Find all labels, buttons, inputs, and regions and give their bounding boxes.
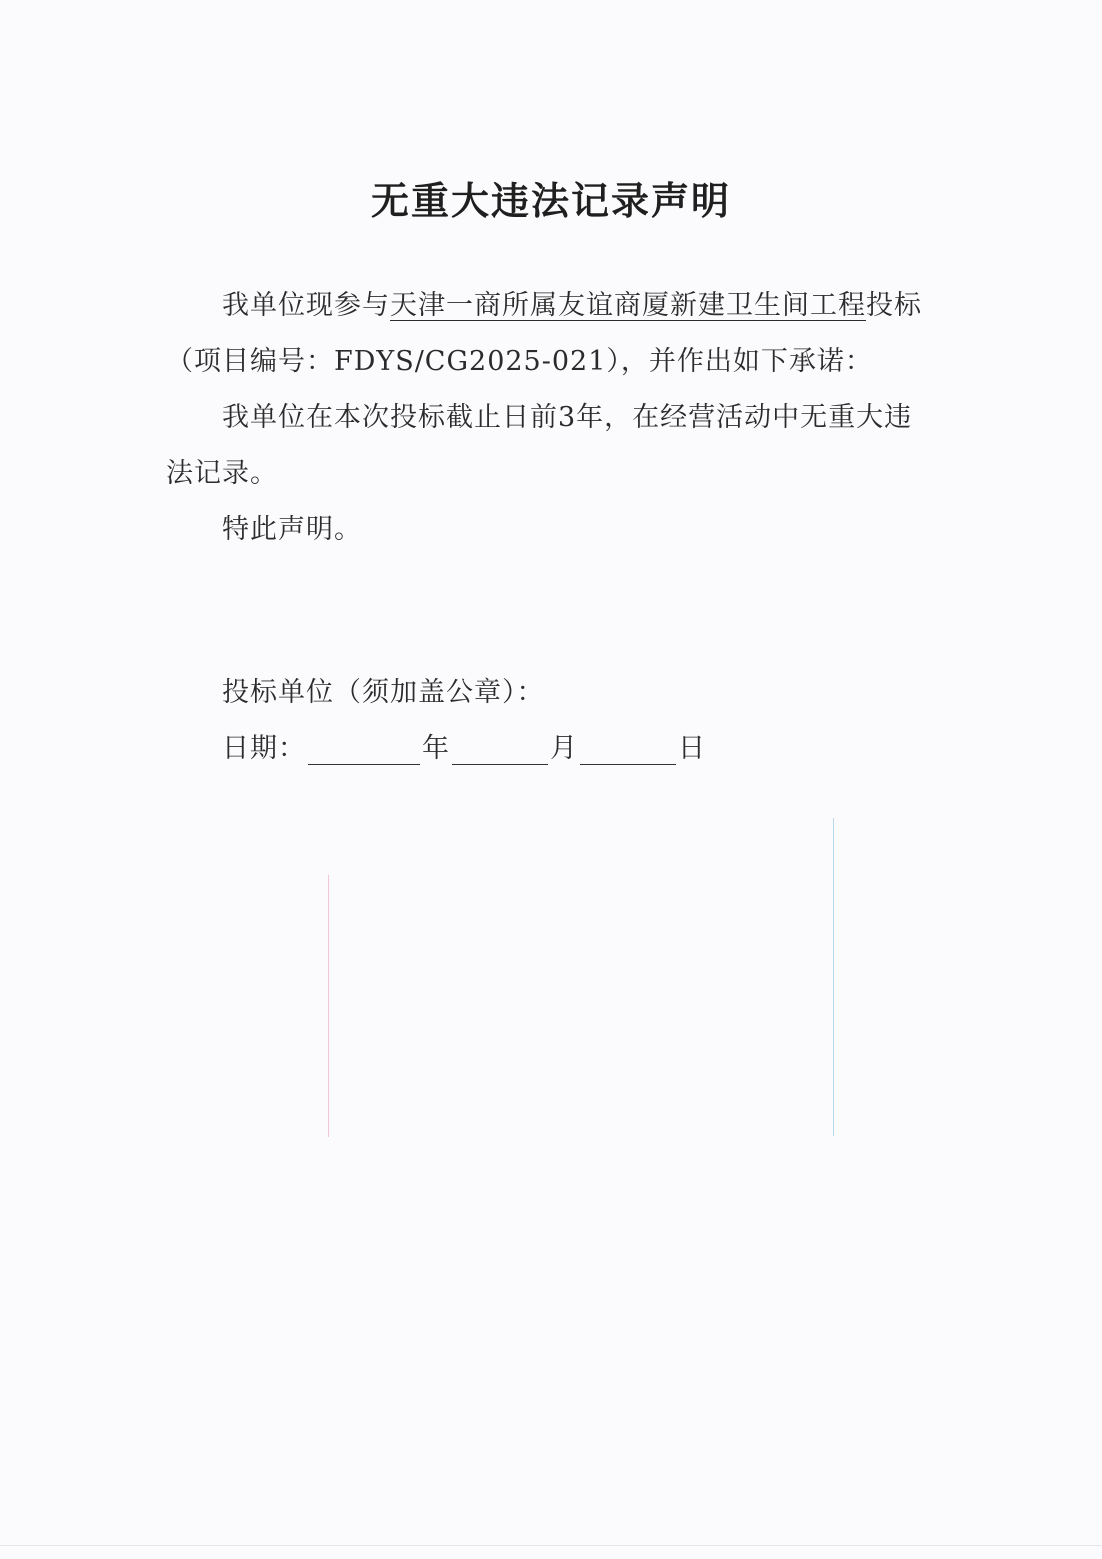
date-line xyxy=(222,726,706,765)
bidder-signature-line: 投标单位（须加盖公章）： xyxy=(222,677,545,708)
closing-paragraph xyxy=(166,502,946,558)
document-title: 无重大违法记录声明 xyxy=(370,178,731,223)
commitment-paragraph xyxy=(166,278,946,390)
date-label: 日期： xyxy=(222,733,306,764)
no-violation-paragraph xyxy=(166,390,946,502)
no-violation-line-2: 法记录。 xyxy=(166,458,278,489)
no-violation-line-1: 我单位在本次投标截止日前3年，在经营活动中无重大违 xyxy=(222,402,913,433)
day-blank xyxy=(580,734,676,765)
commitment-line-1 xyxy=(166,278,946,334)
commitment-prefix: 我单位现参与 xyxy=(222,290,390,321)
page-edge xyxy=(0,1545,1102,1546)
month-blank xyxy=(452,734,548,765)
closing-statement: 特此声明。 xyxy=(222,514,362,545)
scan-artifact-line xyxy=(328,875,329,1137)
project-name: 天津一商所属友谊商厦新建卫生间工程 xyxy=(390,290,866,321)
commitment-line-2: （项目编号：FDYS/CG2025-021），并作出如下承诺： xyxy=(166,346,873,377)
commitment-suffix: 投标 xyxy=(866,290,922,321)
scan-artifact-line xyxy=(833,818,834,1136)
year-blank xyxy=(308,734,420,765)
day-label: 日 xyxy=(678,733,706,764)
year-label: 年 xyxy=(422,733,450,764)
month-label: 月 xyxy=(550,733,578,764)
